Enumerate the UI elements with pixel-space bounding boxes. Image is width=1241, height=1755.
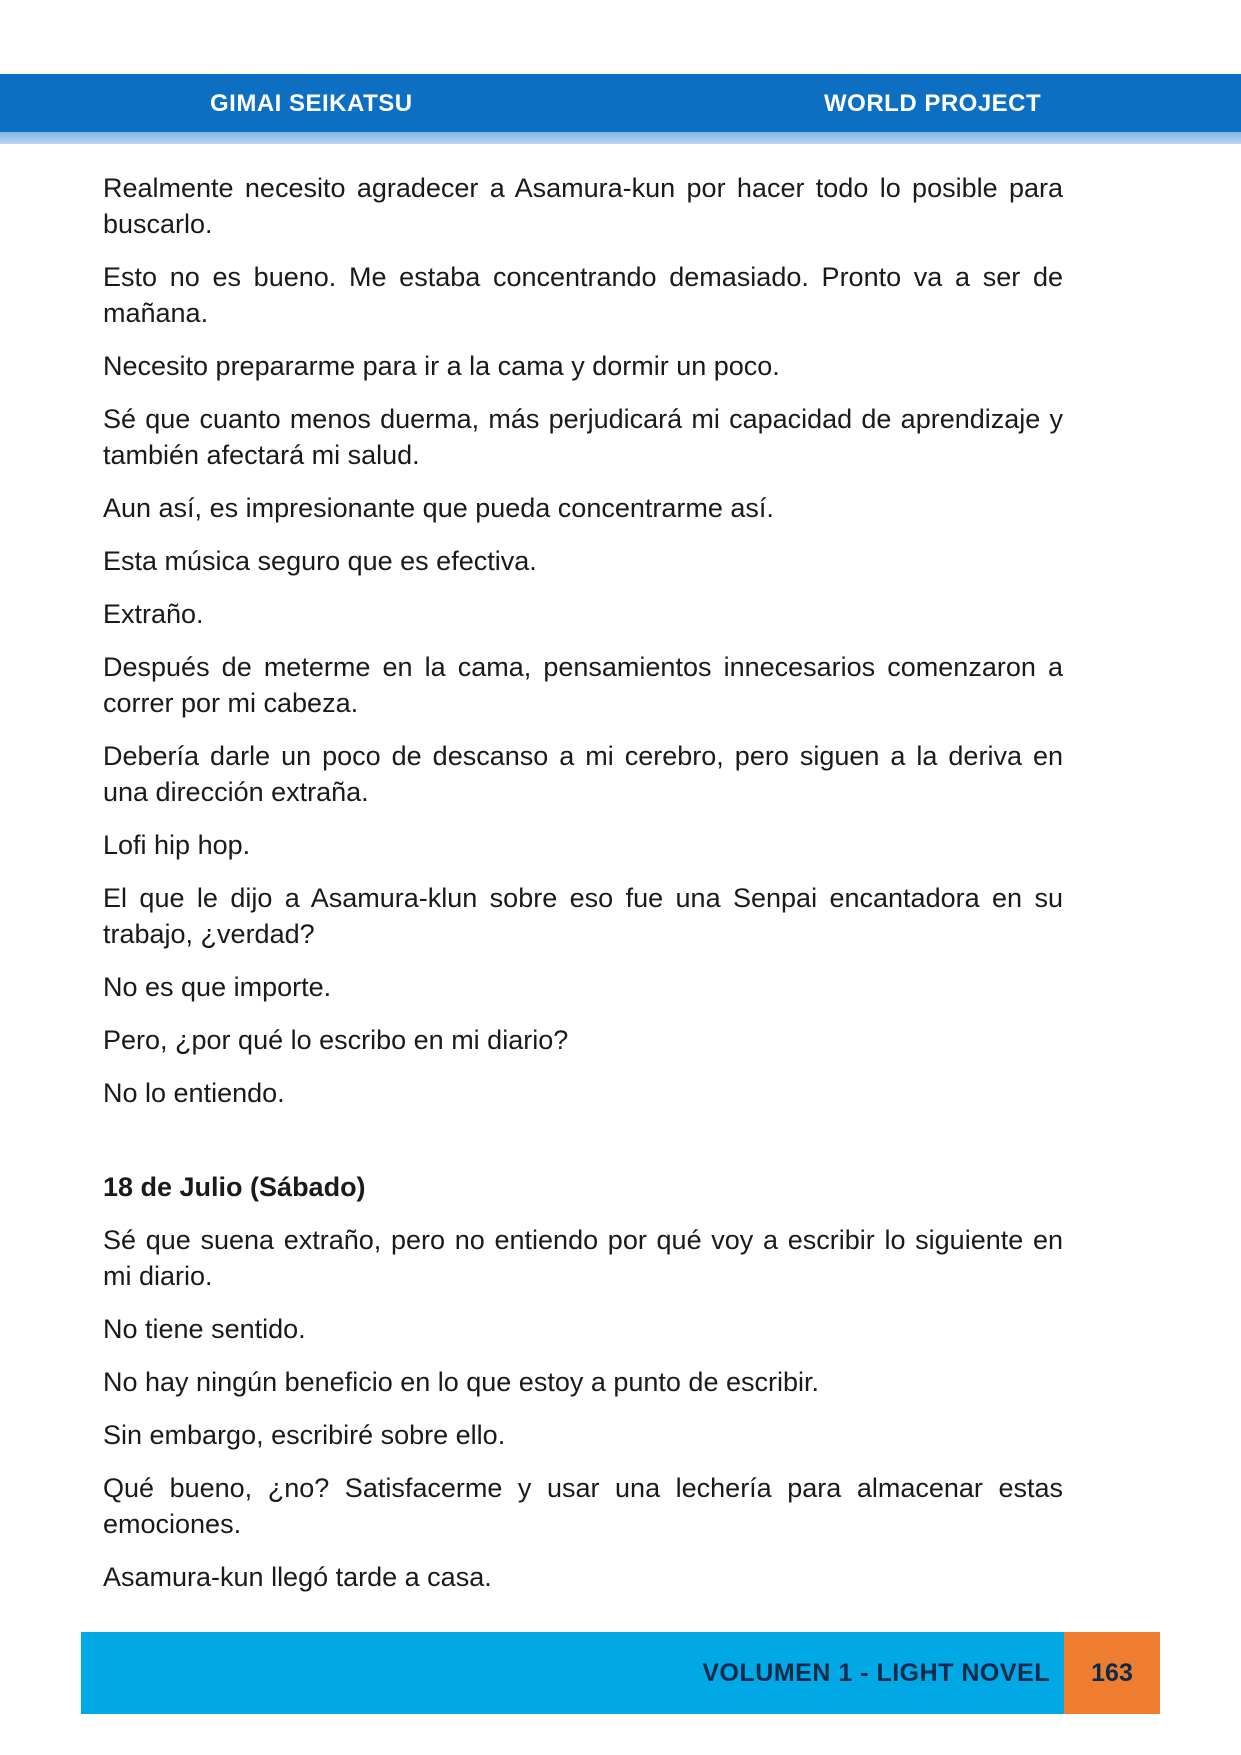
paragraph: No es que importe. [103, 972, 332, 1002]
header-stripe [0, 132, 1241, 144]
paragraph: Después de meterme en la cama, pensamientos innecesarios comenzaron a correr por mi cabeza. [103, 652, 1063, 718]
paragraph: Debería darle un poco de descanso a mi cerebro, pero siguen a la deriva en una dirección extraña. [103, 741, 1063, 807]
paragraph: El que le dijo a Asamura-klun sobre eso fue una Senpai encantadora en su trabajo, ¿verdad? [103, 883, 1063, 949]
section-heading: 18 de Julio (Sábado) [103, 1172, 366, 1202]
paragraph: Esto no es bueno. Me estaba concentrando demasiado. Pronto va a ser de mañana. [103, 262, 1063, 328]
paragraph: No tiene sentido. [103, 1314, 306, 1344]
page-number-box [1064, 1632, 1160, 1714]
paragraph: Sé que cuanto menos duerma, más perjudicará mi capacidad de aprendizaje y también afectará mi salud. [103, 404, 1063, 470]
page-body [103, 170, 1063, 1612]
header-publisher-title: WORLD PROJECT [824, 90, 1042, 117]
footer-bar [81, 1632, 1064, 1714]
header-bar [0, 74, 1241, 132]
paragraph: Esta música seguro que es efectiva. [103, 546, 537, 576]
paragraph: Asamura-kun llegó tarde a casa. [103, 1562, 492, 1592]
paragraph: No lo entiendo. [103, 1078, 285, 1108]
paragraph: Pero, ¿por qué lo escribo en mi diario? [103, 1025, 569, 1055]
paragraph: Necesito prepararme para ir a la cama y dormir un poco. [103, 351, 780, 381]
paragraph: Aun así, es impresionante que pueda concentrarme así. [103, 493, 774, 523]
paragraph: Extraño. [103, 599, 204, 629]
paragraph: Realmente necesito agradecer a Asamura-kun por hacer todo lo posible para buscarlo. [103, 173, 1063, 239]
paragraph: Sin embargo, escribiré sobre ello. [103, 1420, 506, 1450]
page-number: 163 [1091, 1659, 1133, 1687]
paragraph: No hay ningún beneficio en lo que estoy a punto de escribir. [103, 1367, 819, 1397]
header-series-title: GIMAI SEIKATSU [210, 90, 413, 117]
paragraph: Lofi hip hop. [103, 830, 251, 860]
footer-volume-label: VOLUMEN 1 - LIGHT NOVEL [702, 1659, 1050, 1687]
paragraph: Sé que suena extraño, pero no entiendo por qué voy a escribir lo siguiente en mi diario. [103, 1225, 1063, 1291]
paragraph: Qué bueno, ¿no? Satisfacerme y usar una lechería para almacenar estas emociones. [103, 1473, 1063, 1539]
